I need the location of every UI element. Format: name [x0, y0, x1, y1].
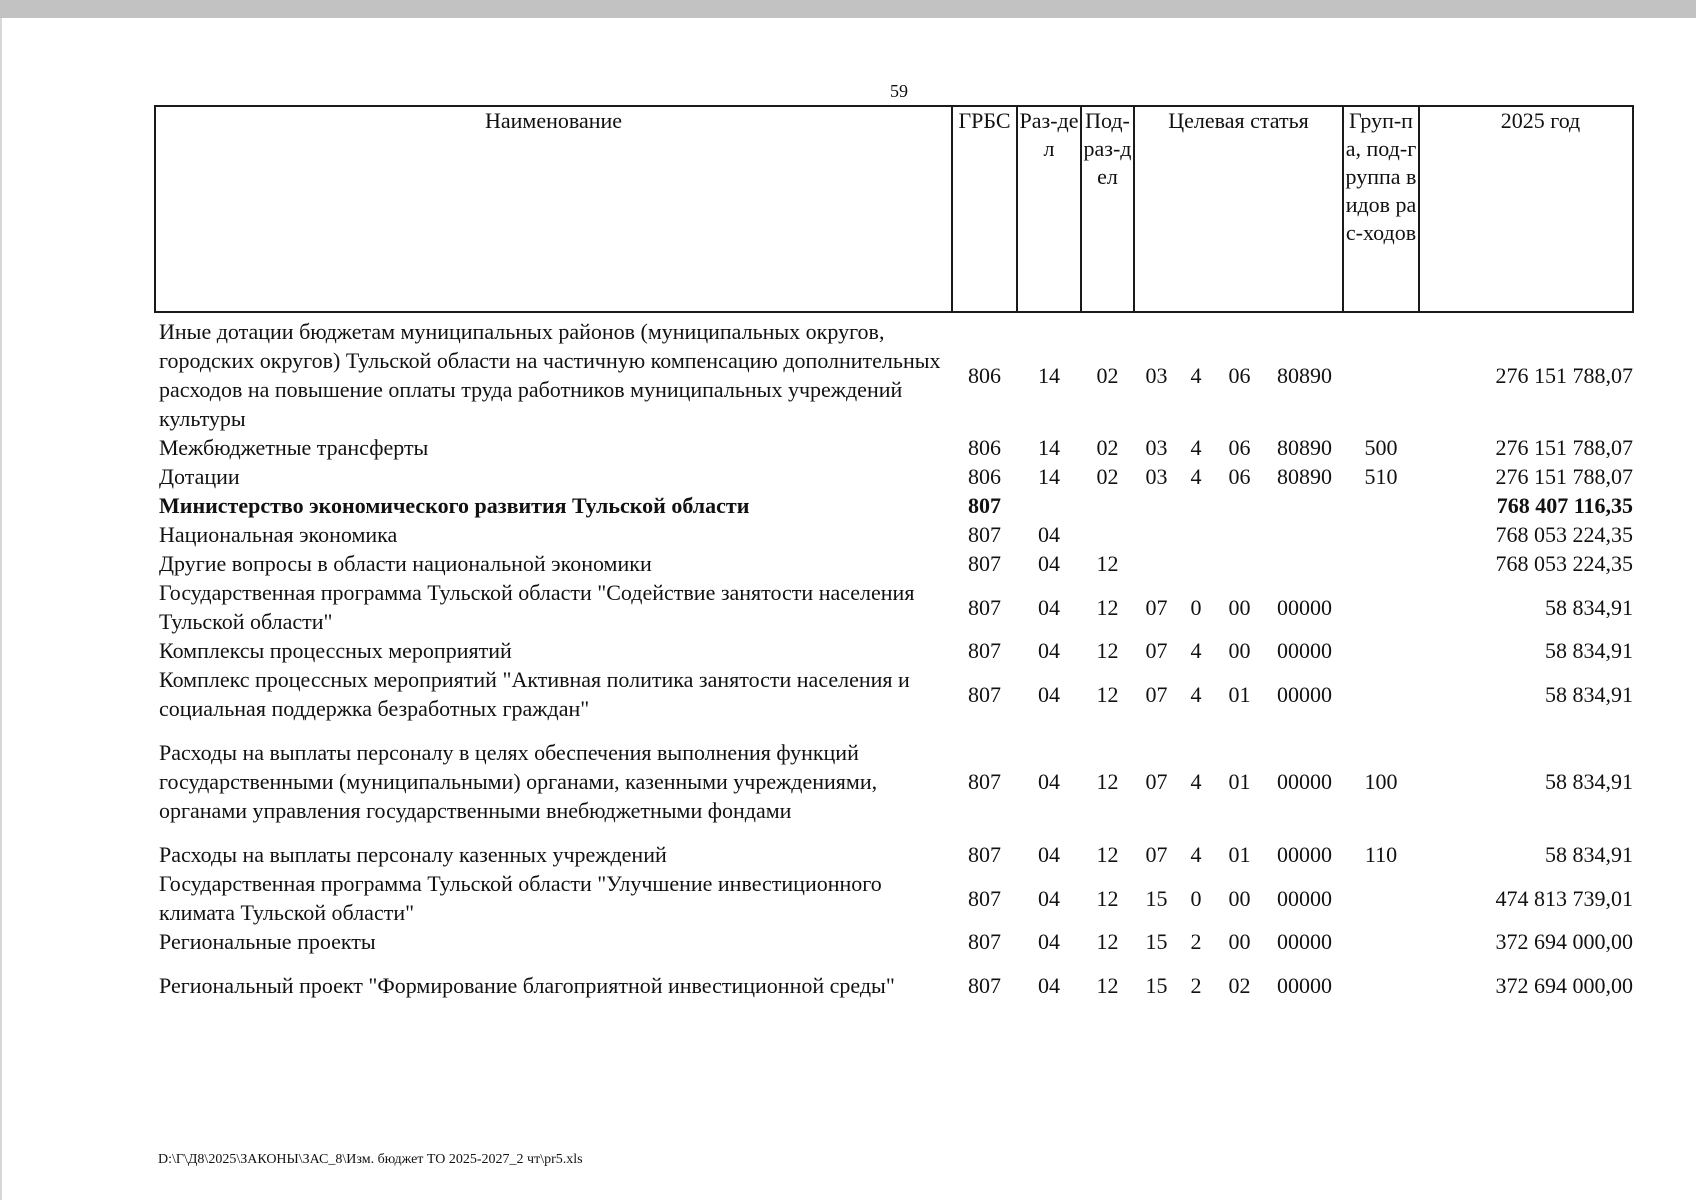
row-grbs: 807 [968, 929, 1001, 954]
row-target-subprogram: 4 [1190, 464, 1202, 489]
table-row [155, 520, 1633, 549]
row-razdel: 14 [1038, 435, 1060, 460]
table-row [155, 491, 1633, 520]
row-target-program [1134, 491, 1179, 520]
row-grbs: 807 [968, 973, 1001, 998]
row-podrazdel: 12 [1096, 551, 1119, 576]
row-amount: 768 407 116,35 [1496, 493, 1633, 518]
row-grbs: 807 [968, 522, 1001, 547]
row-amount: 474 813 739,01 [1495, 885, 1633, 911]
row-target-program [1134, 520, 1179, 549]
row-target-subprogram: 4 [1190, 362, 1202, 388]
row-podrazdel: 12 [1096, 929, 1119, 954]
row-expense-group [1343, 312, 1419, 433]
row-expense-group [1343, 549, 1419, 578]
row-podrazdel: 02 [1096, 435, 1119, 460]
row-grbs: 807 [968, 638, 1001, 663]
table-row [155, 927, 1633, 956]
row-target-activity: 06 [1228, 362, 1251, 388]
row-target-activity: 01 [1228, 769, 1251, 794]
row-name: Комплексы процессных мероприятий [159, 638, 512, 663]
row-grbs: 807 [968, 493, 1001, 518]
row-target-program: 07 [1145, 681, 1168, 707]
row-podrazdel [1081, 520, 1134, 549]
row-target-direction: 00000 [1277, 973, 1332, 998]
row-razdel [1017, 491, 1081, 520]
row-target-activity [1213, 491, 1266, 520]
row-expense-group [1343, 636, 1419, 665]
row-amount: 768 053 224,35 [1495, 522, 1633, 547]
row-grbs: 806 [968, 362, 1001, 388]
table-row [155, 462, 1633, 491]
row-amount: 372 694 000,00 [1495, 929, 1633, 954]
row-name: Региональные проекты [159, 929, 376, 954]
row-target-activity: 00 [1228, 594, 1251, 620]
row-target-program: 03 [1145, 435, 1168, 460]
row-target-program [1134, 549, 1179, 578]
row-target-subprogram: 0 [1190, 885, 1202, 911]
row-target-subprogram [1179, 549, 1213, 578]
row-razdel: 04 [1038, 551, 1060, 576]
table-row [155, 312, 1633, 433]
row-grbs: 807 [968, 842, 1001, 867]
row-grbs: 807 [968, 551, 1001, 576]
row-podrazdel: 02 [1096, 464, 1119, 489]
row-amount: 58 834,91 [1545, 681, 1633, 707]
row-expense-group [1343, 956, 1419, 1000]
row-target-program: 03 [1145, 362, 1168, 388]
row-name: Расходы на выплаты персоналу казенных учреждений [159, 842, 667, 867]
scan-left-edge [0, 18, 2, 1200]
row-amount: 58 834,91 [1545, 769, 1633, 794]
row-grbs: 807 [968, 594, 1001, 620]
table-row [155, 578, 1633, 636]
header-razdel: Раз-дел [1017, 106, 1081, 312]
row-expense-group: 500 [1364, 435, 1398, 460]
table-row [155, 433, 1633, 462]
row-target-activity: 00 [1228, 638, 1251, 663]
row-target-activity [1213, 549, 1266, 578]
row-podrazdel: 12 [1096, 638, 1119, 663]
row-razdel: 04 [1038, 885, 1060, 911]
header-target-article: Целевая статья [1134, 106, 1343, 312]
row-target-subprogram: 2 [1190, 929, 1202, 954]
row-target-direction [1266, 549, 1343, 578]
row-razdel: 04 [1038, 522, 1060, 547]
table-row [155, 956, 1633, 1000]
row-expense-group [1343, 520, 1419, 549]
row-target-direction [1266, 520, 1343, 549]
row-podrazdel: 12 [1096, 885, 1119, 911]
row-razdel: 04 [1038, 769, 1060, 794]
row-expense-group: 510 [1364, 464, 1398, 489]
row-target-subprogram: 0 [1190, 594, 1202, 620]
row-target-direction [1266, 491, 1343, 520]
row-target-activity: 00 [1228, 885, 1251, 911]
row-target-activity [1213, 520, 1266, 549]
row-target-direction: 00000 [1277, 769, 1332, 794]
row-target-program: 15 [1145, 973, 1168, 998]
row-target-program: 07 [1145, 842, 1168, 867]
row-razdel: 04 [1038, 594, 1060, 620]
header-podrazdel: Под-раз-дел [1081, 106, 1134, 312]
row-razdel: 04 [1038, 638, 1060, 663]
row-name: Межбюджетные трансферты [159, 435, 429, 460]
row-name: Комплекс процессных мероприятий "Активная политика занятости населения и социальная поддержка безработных граждан" [159, 667, 910, 721]
row-razdel: 04 [1038, 929, 1060, 954]
row-razdel: 14 [1038, 362, 1060, 388]
row-target-subprogram: 2 [1190, 973, 1202, 998]
row-amount: 372 694 000,00 [1495, 973, 1633, 998]
row-target-program: 03 [1145, 464, 1168, 489]
row-target-subprogram: 4 [1190, 681, 1202, 707]
row-target-subprogram: 4 [1190, 842, 1202, 867]
row-amount: 276 151 788,07 [1495, 362, 1633, 388]
row-amount: 58 834,91 [1545, 638, 1633, 663]
row-amount: 276 151 788,07 [1495, 435, 1633, 460]
row-target-program: 15 [1145, 929, 1168, 954]
table-row [155, 869, 1633, 927]
row-target-subprogram [1179, 520, 1213, 549]
table-row [155, 840, 1633, 869]
row-target-direction: 00000 [1277, 681, 1332, 707]
row-grbs: 807 [968, 885, 1001, 911]
row-target-direction: 00000 [1277, 594, 1332, 620]
row-grbs: 807 [968, 681, 1001, 707]
row-amount: 58 834,91 [1545, 842, 1633, 867]
row-name: Региональный проект "Формирование благоприятной инвестиционной среды" [159, 973, 895, 998]
header-name: Наименование [155, 106, 952, 312]
row-target-direction: 80890 [1277, 435, 1332, 460]
page-number: 59 [890, 81, 908, 101]
row-expense-group: 100 [1364, 769, 1398, 794]
table-row [155, 636, 1633, 665]
row-target-activity: 00 [1228, 929, 1251, 954]
row-target-direction: 80890 [1277, 464, 1332, 489]
row-razdel: 04 [1038, 973, 1060, 998]
row-name: Дотации [159, 464, 240, 489]
row-target-activity: 01 [1228, 842, 1251, 867]
row-grbs: 806 [968, 464, 1001, 489]
row-podrazdel: 12 [1096, 842, 1119, 867]
row-amount: 768 053 224,35 [1495, 551, 1633, 576]
scan-top-band [0, 0, 1696, 18]
row-podrazdel: 12 [1096, 973, 1119, 998]
row-target-subprogram: 4 [1190, 638, 1202, 663]
row-target-direction: 00000 [1277, 929, 1332, 954]
row-expense-group: 110 [1364, 842, 1398, 867]
row-target-activity: 02 [1228, 973, 1251, 998]
row-grbs: 806 [968, 435, 1001, 460]
row-podrazdel: 12 [1096, 681, 1119, 707]
row-amount: 276 151 788,07 [1495, 464, 1633, 489]
row-razdel: 14 [1038, 464, 1060, 489]
row-expense-group [1343, 869, 1419, 927]
table-row [155, 665, 1633, 723]
row-name: Государственная программа Тульской области "Содействие занятости населения Тульской области" [159, 580, 915, 634]
row-expense-group [1343, 927, 1419, 956]
row-razdel: 04 [1038, 842, 1060, 867]
budget-table [154, 105, 1634, 1000]
table-row [155, 723, 1633, 840]
row-target-program: 07 [1145, 594, 1168, 620]
header-year: 2025 год [1419, 106, 1633, 312]
row-expense-group [1343, 578, 1419, 636]
table-body [155, 312, 1633, 1000]
row-name: Расходы на выплаты персоналу в целях обеспечения выполнения функций государственными (муниципальными) органами, казенными учреждениями, органами управления государственными внебюджетными фондами [159, 740, 878, 823]
table-row [155, 549, 1633, 578]
header-group: Груп-па, под-группа видов рас-ходов [1343, 106, 1419, 312]
row-name: Другие вопросы в области национальной экономики [159, 551, 652, 576]
row-target-direction: 00000 [1277, 842, 1332, 867]
row-name: Министерство экономического развития Тульской области [159, 493, 750, 518]
footer-file-path: D:\Г\Д8\2025\ЗАКОНЫ\ЗАС_8\Изм. бюджет ТО 2025-2027_2 чт\pr5.xls [158, 1152, 583, 1167]
row-grbs: 807 [968, 769, 1001, 794]
row-target-program: 15 [1145, 885, 1168, 911]
row-podrazdel [1081, 491, 1134, 520]
row-target-direction: 00000 [1277, 885, 1332, 911]
row-podrazdel: 12 [1096, 594, 1119, 620]
row-target-subprogram: 4 [1190, 769, 1202, 794]
row-target-activity: 06 [1228, 435, 1251, 460]
row-expense-group [1343, 665, 1419, 723]
row-target-activity: 06 [1228, 464, 1251, 489]
row-podrazdel: 12 [1096, 769, 1119, 794]
row-target-subprogram [1179, 491, 1213, 520]
row-name: Национальная экономика [159, 522, 398, 547]
header-grbs: ГРБС [952, 106, 1017, 312]
row-target-program: 07 [1145, 769, 1168, 794]
row-expense-group [1343, 491, 1419, 520]
row-target-direction: 80890 [1277, 362, 1332, 388]
table-header [155, 106, 1633, 312]
row-razdel: 04 [1038, 681, 1060, 707]
row-target-activity: 01 [1228, 681, 1251, 707]
row-name: Государственная программа Тульской области "Улучшение инвестиционного климата Тульской области" [159, 871, 882, 925]
row-target-direction: 00000 [1277, 638, 1332, 663]
row-amount: 58 834,91 [1545, 594, 1633, 620]
row-name: Иные дотации бюджетам муниципальных районов (муниципальных округов, городских округов) Тульской области на частичную компенсацию дополнительных расходов на повышение оплаты труда работников муниципальных учреждений культуры [159, 319, 941, 431]
row-target-subprogram: 4 [1190, 435, 1202, 460]
row-podrazdel: 02 [1096, 362, 1119, 388]
row-target-program: 07 [1145, 638, 1168, 663]
